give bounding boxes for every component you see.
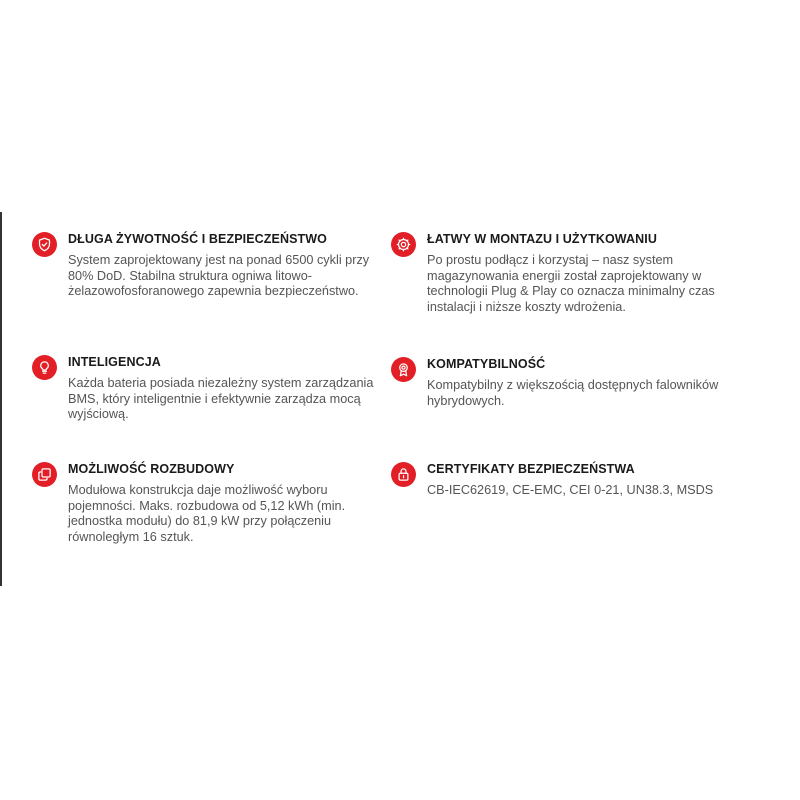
lightbulb-icon: [32, 355, 57, 380]
feature-description: Każda bateria posiada niezależny system zarządzania BMS, który inteligentnie i efektywnie zarządza mocą wyjściową.: [68, 376, 374, 421]
left-border-rule: [0, 212, 2, 586]
stacked-squares-icon: [32, 462, 57, 487]
feature-title: ŁATWY W MONTAZU I UŻYTKOWANIU: [427, 232, 657, 246]
feature-title: MOŻLIWOŚĆ ROZBUDOWY: [68, 462, 235, 476]
feature-description: Po prostu podłącz i korzystaj – nasz system magazynowania energii został zaprojektowany w technologii Plug & Play co oznacza minimalny czas instalacji i niższe koszty wdrożenia.: [427, 253, 715, 314]
feature-title: CERTYFIKATY BEZPIECZEŃSTWA: [427, 462, 635, 476]
feature-title: INTELIGENCJA: [68, 355, 161, 369]
feature-description: Kompatybilny z większością dostępnych falowników hybrydowych.: [427, 378, 719, 408]
feature-description: System zaprojektowany jest na ponad 6500 cykli przy 80% DoD. Stabilna struktura ogniwa litowo-żelazowofosforanowego zapewnia bezpieczeństwo.: [68, 253, 370, 298]
feature-title: KOMPATYBILNOŚĆ: [427, 357, 546, 371]
feature-description: Modułowa konstrukcja daje możliwość wyboru pojemności. Maks. rozbudowa od 5,12 kWh (min. jednostka modułu) do 81,9 kW przy połączeniu równoległym 16 sztuk.: [68, 483, 346, 544]
feature-description: CB-IEC62619, CE-EMC, CEI 0-21, UN38.3, MSDS: [427, 483, 714, 497]
badge-gear-icon: [391, 232, 416, 257]
award-ribbon-icon: [391, 357, 416, 382]
padlock-icon: [391, 462, 416, 487]
shield-check-icon: [32, 232, 57, 257]
feature-title: DŁUGA ŻYWOTNOŚĆ I BEZPIECZEŃSTWO: [68, 232, 327, 246]
